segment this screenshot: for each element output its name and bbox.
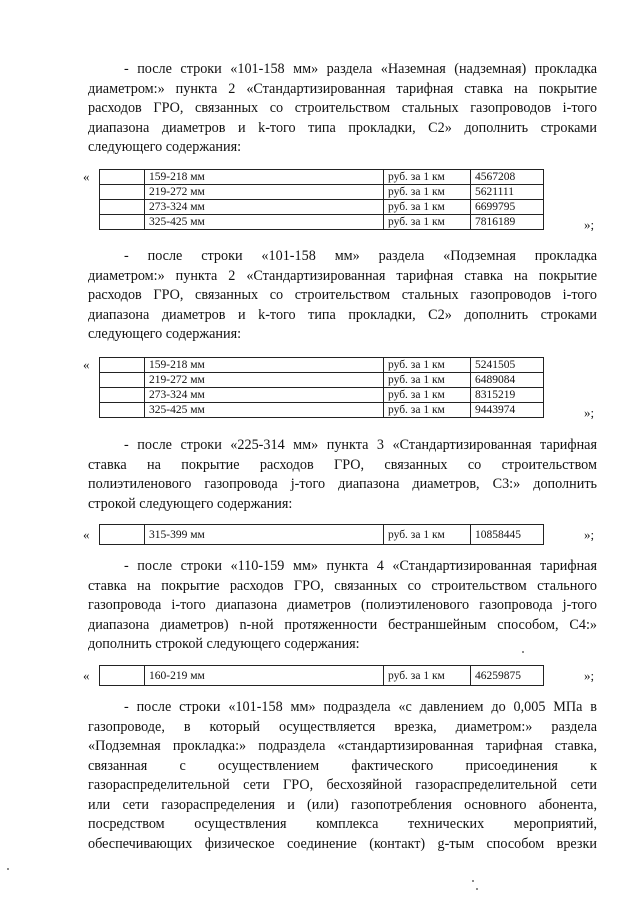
quote-open: « (83, 169, 90, 184)
paragraph-line: посредством осуществления комплекса технических мероприятий, (88, 816, 597, 832)
table-row (100, 403, 544, 418)
value-cell: 5621111 (471, 185, 544, 200)
rates-table-4 (99, 665, 544, 686)
quote-close: »; (584, 668, 595, 683)
table-row (100, 215, 544, 230)
scan-speck (472, 880, 474, 882)
range-cell: 325-425 мм (145, 403, 384, 418)
paragraph-line: газораспределительной сети ГРО, бесхозяйной газораспределительной сети (88, 777, 597, 793)
table-row (100, 200, 544, 215)
paragraph-5 (88, 698, 597, 854)
paragraph-line: диаметром:» пункта 2 «Стандартизированная тарифная ставка на покрытие (88, 267, 597, 284)
quote-open: « (83, 668, 90, 683)
table-row (100, 666, 544, 686)
range-cell: 325-425 мм (145, 215, 384, 230)
table-row (100, 388, 544, 403)
paragraph-line: диапазона диаметров) n-ной протяженности бестраншейным способом, С4:» (88, 616, 597, 633)
paragraph-1 (88, 60, 597, 158)
quote-open: « (83, 527, 90, 542)
range-cell: 219-272 мм (145, 373, 384, 388)
paragraph-line: следующего содержания: (88, 326, 242, 342)
unit-cell: руб. за 1 км (384, 403, 471, 418)
paragraph-line: дополнить строкой следующего содержания: (88, 636, 360, 652)
paragraph-2 (88, 247, 597, 345)
unit-cell: руб. за 1 км (384, 200, 471, 215)
range-cell: 273-324 мм (145, 200, 384, 215)
quote-close: »; (584, 527, 595, 542)
paragraph-line: ставка на покрытие расходов ГРО, связанных со строительством стального (88, 577, 597, 594)
quote-open: « (83, 357, 90, 372)
scan-speck (7, 868, 9, 870)
table-row (100, 185, 544, 200)
paragraph-line: следующего содержания: (88, 139, 242, 155)
value-cell: 7816189 (471, 215, 544, 230)
paragraph-line: - после строки «110-159 мм» пункта 4 «Стандартизированная тарифная (124, 558, 597, 574)
value-cell: 10858445 (471, 525, 544, 545)
quote-close: »; (584, 217, 595, 232)
value-cell: 6699795 (471, 200, 544, 215)
unit-cell: руб. за 1 км (384, 525, 471, 545)
range-cell: 315-399 мм (145, 525, 384, 545)
table-row (100, 373, 544, 388)
paragraph-line: - после строки «101-158 мм» раздела «Подземная прокладка (124, 248, 597, 264)
paragraph-line: газопровода i-того диапазона диаметров (полиэтиленового газопровода j-того (88, 597, 597, 613)
paragraph-line: - после строки «225-314 мм» пункта 3 «Стандартизированная тарифная (124, 437, 597, 453)
unit-cell: руб. за 1 км (384, 185, 471, 200)
paragraph-line: или сети газораспределения и (или) газопотребления основного абонента, (88, 796, 597, 813)
rates-table-3 (99, 524, 544, 545)
unit-cell: руб. за 1 км (384, 373, 471, 388)
scan-speck (522, 651, 524, 653)
unit-cell: руб. за 1 км (384, 388, 471, 403)
rates-table-2 (99, 357, 544, 418)
range-cell: 160-219 мм (145, 666, 384, 686)
paragraph-line: обеспечивающих физическое соединение (контакт) g-тым способом врезки (88, 835, 597, 852)
paragraph-line: - после строки «101-158 мм» подраздела «с давлением до 0,005 МПа в (124, 699, 597, 715)
unit-cell: руб. за 1 км (384, 215, 471, 230)
paragraph-line: расходов ГРО, связанных со строительством стальных газопроводов i-того (88, 287, 597, 303)
unit-cell: руб. за 1 км (384, 170, 471, 185)
paragraph-line: газопроводе, в который осуществляется врезка, диаметром:» раздела (88, 718, 597, 735)
rates-table-1 (99, 169, 544, 230)
value-cell: 4567208 (471, 170, 544, 185)
unit-cell: руб. за 1 км (384, 666, 471, 686)
table-row (100, 170, 544, 185)
paragraph-line: «Подземная прокладка:» подраздела «стандартизированная тарифная ставка, (88, 738, 597, 754)
paragraph-line: диапазона диаметров и k-того типа прокладки, С2» дополнить строками (88, 119, 597, 136)
value-cell: 46259875 (471, 666, 544, 686)
paragraph-line: диапазона диаметров и k-того типа прокладки, С2» дополнить строками (88, 306, 597, 323)
paragraph-line: расходов ГРО, связанных со строительством стальных газопроводов i-того (88, 100, 597, 116)
quote-close: »; (584, 405, 595, 420)
value-cell: 8315219 (471, 388, 544, 403)
paragraph-line: полиэтиленового газопровода j-того диапазона диаметров, С3:» дополнить (88, 476, 597, 492)
table-row (100, 525, 544, 545)
paragraph-line: - после строки «101-158 мм» раздела «Наземная (надземная) прокладка (124, 61, 597, 77)
paragraph-line: связанная с осуществлением фактического присоединения к (88, 757, 597, 774)
paragraph-3 (88, 436, 597, 514)
value-cell: 9443974 (471, 403, 544, 418)
paragraph-line: ставка на покрытие расходов ГРО, связанных со строительством (88, 456, 597, 473)
value-cell: 6489084 (471, 373, 544, 388)
range-cell: 159-218 мм (145, 170, 384, 185)
scan-speck (476, 888, 478, 890)
table-row (100, 358, 544, 373)
paragraph-line: строкой следующего содержания: (88, 495, 293, 512)
range-cell: 273-324 мм (145, 388, 384, 403)
range-cell: 159-218 мм (145, 358, 384, 373)
paragraph-line: диаметром:» пункта 2 «Стандартизированная тарифная ставка на покрытие (88, 80, 597, 97)
range-cell: 219-272 мм (145, 185, 384, 200)
paragraph-4 (88, 557, 597, 655)
value-cell: 5241505 (471, 358, 544, 373)
unit-cell: руб. за 1 км (384, 358, 471, 373)
